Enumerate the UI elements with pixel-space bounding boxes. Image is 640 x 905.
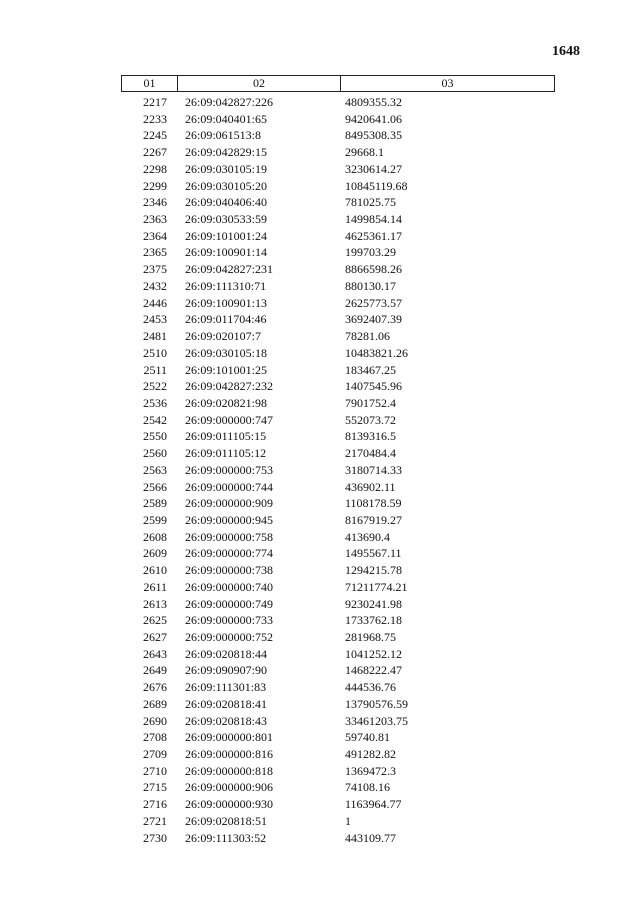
table-cell-col-02: 26:09:000000:749	[185, 596, 274, 611]
table-row	[121, 763, 555, 780]
table-cell-col-02: 26:09:042827:226	[185, 95, 274, 109]
table-row	[121, 579, 555, 596]
table-cell-col-01: 2245	[143, 128, 167, 143]
table-row	[121, 495, 555, 512]
table-row	[121, 629, 555, 646]
table-row	[121, 696, 555, 713]
table-cell-col-02: 26:09:000000:740	[185, 579, 274, 594]
table-cell-col-02: 26:09:000000:774	[185, 546, 274, 561]
table-cell-col-02: 26:09:020818:41	[185, 696, 268, 711]
table-cell-col-01: 2609	[143, 546, 167, 561]
table-cell-col-02: 26:09:100901:14	[185, 245, 268, 260]
table-cell-col-02: 26:09:000000:930	[185, 797, 274, 812]
table-cell-col-02: 26:09:111301:83	[185, 680, 267, 695]
table-cell-col-03: 4625361.17	[345, 228, 402, 243]
table-cell-col-03: 1041252.12	[345, 646, 402, 661]
table-cell-col-01: 2481	[143, 329, 167, 344]
table-cell-col-03: 413690.4	[345, 529, 390, 544]
table-cell-col-03: 1369472.3	[345, 763, 396, 778]
table-cell-col-01: 2510	[143, 345, 167, 360]
table-cell-col-01: 2536	[143, 395, 167, 410]
table-cell-col-02: 26:09:011105:15	[185, 429, 267, 444]
table-cell-col-01: 2563	[143, 462, 167, 477]
table-cell-col-02: 26:09:111303:52	[185, 830, 267, 845]
table-cell-col-01: 2217	[143, 95, 167, 109]
table-cell-col-03: 10845119.68	[345, 178, 408, 193]
table-row	[121, 713, 555, 730]
table-row	[121, 512, 555, 529]
table-cell-col-02: 26:09:100901:13	[185, 295, 268, 310]
table-cell-col-03: 3230614.27	[345, 161, 402, 176]
table-cell-col-01: 2708	[143, 730, 167, 745]
table-row	[121, 194, 555, 211]
table-cell-col-01: 2716	[143, 797, 167, 812]
table-row	[121, 796, 555, 813]
table-cell-col-03: 4809355.32	[345, 95, 402, 109]
table-cell-col-03: 3692407.39	[345, 312, 402, 327]
table-cell-col-01: 2364	[143, 228, 167, 243]
table-cell-col-01: 2550	[143, 429, 167, 444]
table-cell-col-01: 2690	[143, 713, 167, 728]
table-cell-col-03: 59740.81	[345, 730, 390, 745]
table-cell-col-03: 7901752.4	[345, 395, 396, 410]
table-cell-col-02: 26:09:111310:71	[185, 278, 267, 293]
table-cell-col-02: 26:09:000000:744	[185, 479, 274, 494]
table-cell-col-03: 2625773.57	[345, 295, 402, 310]
table-cell-col-03: 1407545.96	[345, 379, 402, 394]
table-cell-col-03: 33461203.75	[345, 713, 408, 728]
table-cell-col-02: 26:09:030105:20	[185, 178, 268, 193]
table-cell-col-03: 10483821.26	[345, 345, 408, 360]
table-row	[121, 228, 555, 245]
table-row	[121, 261, 555, 278]
table-cell-col-02: 26:09:061513:8	[185, 128, 262, 143]
table-row	[121, 295, 555, 312]
table-body	[121, 94, 555, 846]
column-header-03: 03	[441, 76, 454, 90]
table-cell-col-03: 1468222.47	[345, 663, 402, 678]
table-cell-col-03: 183467.25	[345, 362, 396, 377]
table-row	[121, 311, 555, 328]
table-row	[121, 545, 555, 562]
table-cell-col-02: 26:09:030533:59	[185, 212, 268, 227]
table-cell-col-01: 2299	[143, 178, 167, 193]
table-cell-col-01: 2446	[143, 295, 167, 310]
table-row	[121, 662, 555, 679]
table-cell-col-03: 1499854.14	[345, 212, 402, 227]
table-cell-col-03: 8495308.35	[345, 128, 402, 143]
table-cell-col-02: 26:09:020821:98	[185, 395, 268, 410]
table-cell-col-01: 2233	[143, 111, 167, 126]
table-row	[121, 362, 555, 379]
table-cell-col-01: 2298	[143, 161, 167, 176]
table-cell-col-02: 26:09:042827:232	[185, 379, 274, 394]
table-cell-col-01: 2542	[143, 412, 167, 427]
table-cell-col-02: 26:09:020107:7	[185, 329, 262, 344]
table-cell-col-03: 552073.72	[345, 412, 396, 427]
table-cell-col-02: 26:09:101001:25	[185, 362, 268, 377]
table-cell-col-01: 2709	[143, 747, 167, 762]
table-cell-col-03: 444536.76	[345, 680, 396, 695]
table-cell-col-03: 71211774.21	[345, 579, 408, 594]
table-cell-col-01: 2721	[143, 813, 167, 828]
table-cell-col-01: 2649	[143, 663, 167, 678]
table-cell-col-02: 26:09:020818:51	[185, 813, 268, 828]
table-cell-col-02: 26:09:011105:12	[185, 446, 267, 461]
table-cell-col-02: 26:09:040401:65	[185, 111, 268, 126]
table-row	[121, 244, 555, 261]
table-cell-col-01: 2599	[143, 512, 167, 527]
table-row	[121, 161, 555, 178]
table-cell-col-03: 74108.16	[345, 780, 390, 795]
table-cell-col-01: 2453	[143, 312, 167, 327]
column-header-02: 02	[178, 76, 341, 91]
table-row	[121, 813, 555, 830]
table-row	[121, 127, 555, 144]
table-cell-col-01: 2611	[143, 579, 167, 594]
table-row	[121, 328, 555, 345]
table-row	[121, 746, 555, 763]
table-row	[121, 428, 555, 445]
table-row	[121, 529, 555, 546]
column-header-01: 01	[122, 76, 178, 91]
table-cell-col-01: 2608	[143, 529, 167, 544]
table-cell-col-03: 443109.77	[345, 830, 396, 845]
table-row	[121, 679, 555, 696]
table-cell-col-02: 26:09:000000:758	[185, 529, 274, 544]
table-cell-col-03: 1163964.77	[345, 797, 402, 812]
table-cell-col-01: 2363	[143, 212, 167, 227]
table-cell-col-03: 1108178.59	[345, 496, 402, 511]
table-row	[121, 412, 555, 429]
table-row	[121, 779, 555, 796]
table-cell-col-03: 1495567.11	[345, 546, 402, 561]
table-row	[121, 94, 555, 111]
table-cell-col-03: 3180714.33	[345, 462, 402, 477]
table-row	[121, 646, 555, 663]
table-cell-col-01: 2613	[143, 596, 167, 611]
table-cell-col-02: 26:09:042829:15	[185, 145, 268, 160]
table-cell-col-02: 26:09:000000:801	[185, 730, 274, 745]
table-cell-col-01: 2730	[143, 830, 167, 845]
table-cell-col-02: 26:09:020818:44	[185, 646, 268, 661]
table-row	[121, 612, 555, 629]
table-row	[121, 378, 555, 395]
table-header	[121, 75, 555, 92]
table-cell-col-01: 2560	[143, 446, 167, 461]
table-cell-col-01: 2610	[143, 563, 167, 578]
table-cell-col-01: 2625	[143, 613, 167, 628]
table-row	[121, 211, 555, 228]
table-cell-col-03: 436902.11	[345, 479, 396, 494]
table-cell-col-03: 8167919.27	[345, 512, 402, 527]
table-cell-col-01: 2710	[143, 763, 167, 778]
table-cell-col-03: 1733762.18	[345, 613, 402, 628]
table-cell-col-02: 26:09:000000:909	[185, 496, 274, 511]
table-row	[121, 178, 555, 195]
table-cell-col-01: 2365	[143, 245, 167, 260]
table-cell-col-02: 26:09:000000:733	[185, 613, 274, 628]
table-cell-col-01: 2375	[143, 262, 167, 277]
table-cell-col-03: 1	[345, 813, 351, 828]
table-row	[121, 479, 555, 496]
table-cell-col-02: 26:09:000000:816	[185, 747, 274, 762]
table-row	[121, 830, 555, 847]
table-cell-col-02: 26:09:030105:19	[185, 161, 268, 176]
table-cell-col-03: 9420641.06	[345, 111, 402, 126]
table-cell-col-01: 2676	[143, 680, 167, 695]
table-cell-col-01: 2589	[143, 496, 167, 511]
table-row	[121, 729, 555, 746]
table-cell-col-01: 2346	[143, 195, 167, 210]
table-row	[121, 596, 555, 613]
table-cell-col-03: 2170484.4	[345, 446, 396, 461]
table-cell-col-03: 491282.82	[345, 747, 396, 762]
table-cell-col-02: 26:09:040406:40	[185, 195, 268, 210]
table-cell-col-02: 26:09:000000:752	[185, 630, 274, 644]
table-cell-col-01: 2511	[143, 362, 167, 377]
table-cell-col-03: 8866598.26	[345, 262, 402, 277]
table-cell-col-01: 2566	[143, 479, 167, 494]
table-cell-col-01: 2643	[143, 646, 167, 661]
table-row	[121, 111, 555, 128]
table-cell-col-01: 2522	[143, 379, 167, 394]
table-cell-col-03: 199703.29	[345, 245, 396, 260]
table-cell-col-02: 26:09:000000:738	[185, 563, 274, 578]
table-cell-col-01: 2267	[143, 145, 167, 160]
table-row	[121, 445, 555, 462]
table-row	[121, 462, 555, 479]
table-row	[121, 395, 555, 412]
table-cell-col-02: 26:09:020818:43	[185, 713, 268, 728]
table-cell-col-02: 26:09:011704:46	[185, 312, 267, 327]
table-cell-col-03: 78281.06	[345, 329, 390, 344]
table-cell-col-03: 880130.17	[345, 278, 396, 293]
table-cell-col-02: 26:09:090907:90	[185, 663, 268, 678]
table-cell-col-03: 13790576.59	[345, 696, 408, 711]
table-cell-col-03: 781025.75	[345, 195, 396, 210]
table-cell-col-02: 26:09:000000:818	[185, 763, 274, 778]
table-row	[121, 144, 555, 161]
table-cell-col-02: 26:09:042827:231	[185, 262, 274, 277]
table-cell-col-01: 2715	[143, 780, 167, 795]
table-row	[121, 345, 555, 362]
table-cell-col-03: 281968.75	[345, 630, 396, 644]
table-cell-col-01: 2627	[143, 630, 167, 644]
table-cell-col-03: 9230241.98	[345, 596, 402, 611]
table-cell-col-03: 29668.1	[345, 145, 384, 160]
table-cell-col-01: 2689	[143, 696, 167, 711]
table-row	[121, 278, 555, 295]
page-number: 1648	[552, 44, 580, 59]
table-cell-col-02: 26:09:000000:753	[185, 462, 274, 477]
table-cell-col-03: 1294215.78	[345, 563, 402, 578]
table-cell-col-03: 8139316.5	[345, 429, 396, 444]
table-row	[121, 562, 555, 579]
table-cell-col-02: 26:09:101001:24	[185, 228, 268, 243]
table-cell-col-02: 26:09:000000:747	[185, 412, 274, 427]
table-cell-col-02: 26:09:000000:945	[185, 512, 274, 527]
table-cell-col-02: 26:09:030105:18	[185, 345, 268, 360]
table-cell-col-02: 26:09:000000:906	[185, 780, 274, 795]
table-cell-col-01: 2432	[143, 278, 167, 293]
